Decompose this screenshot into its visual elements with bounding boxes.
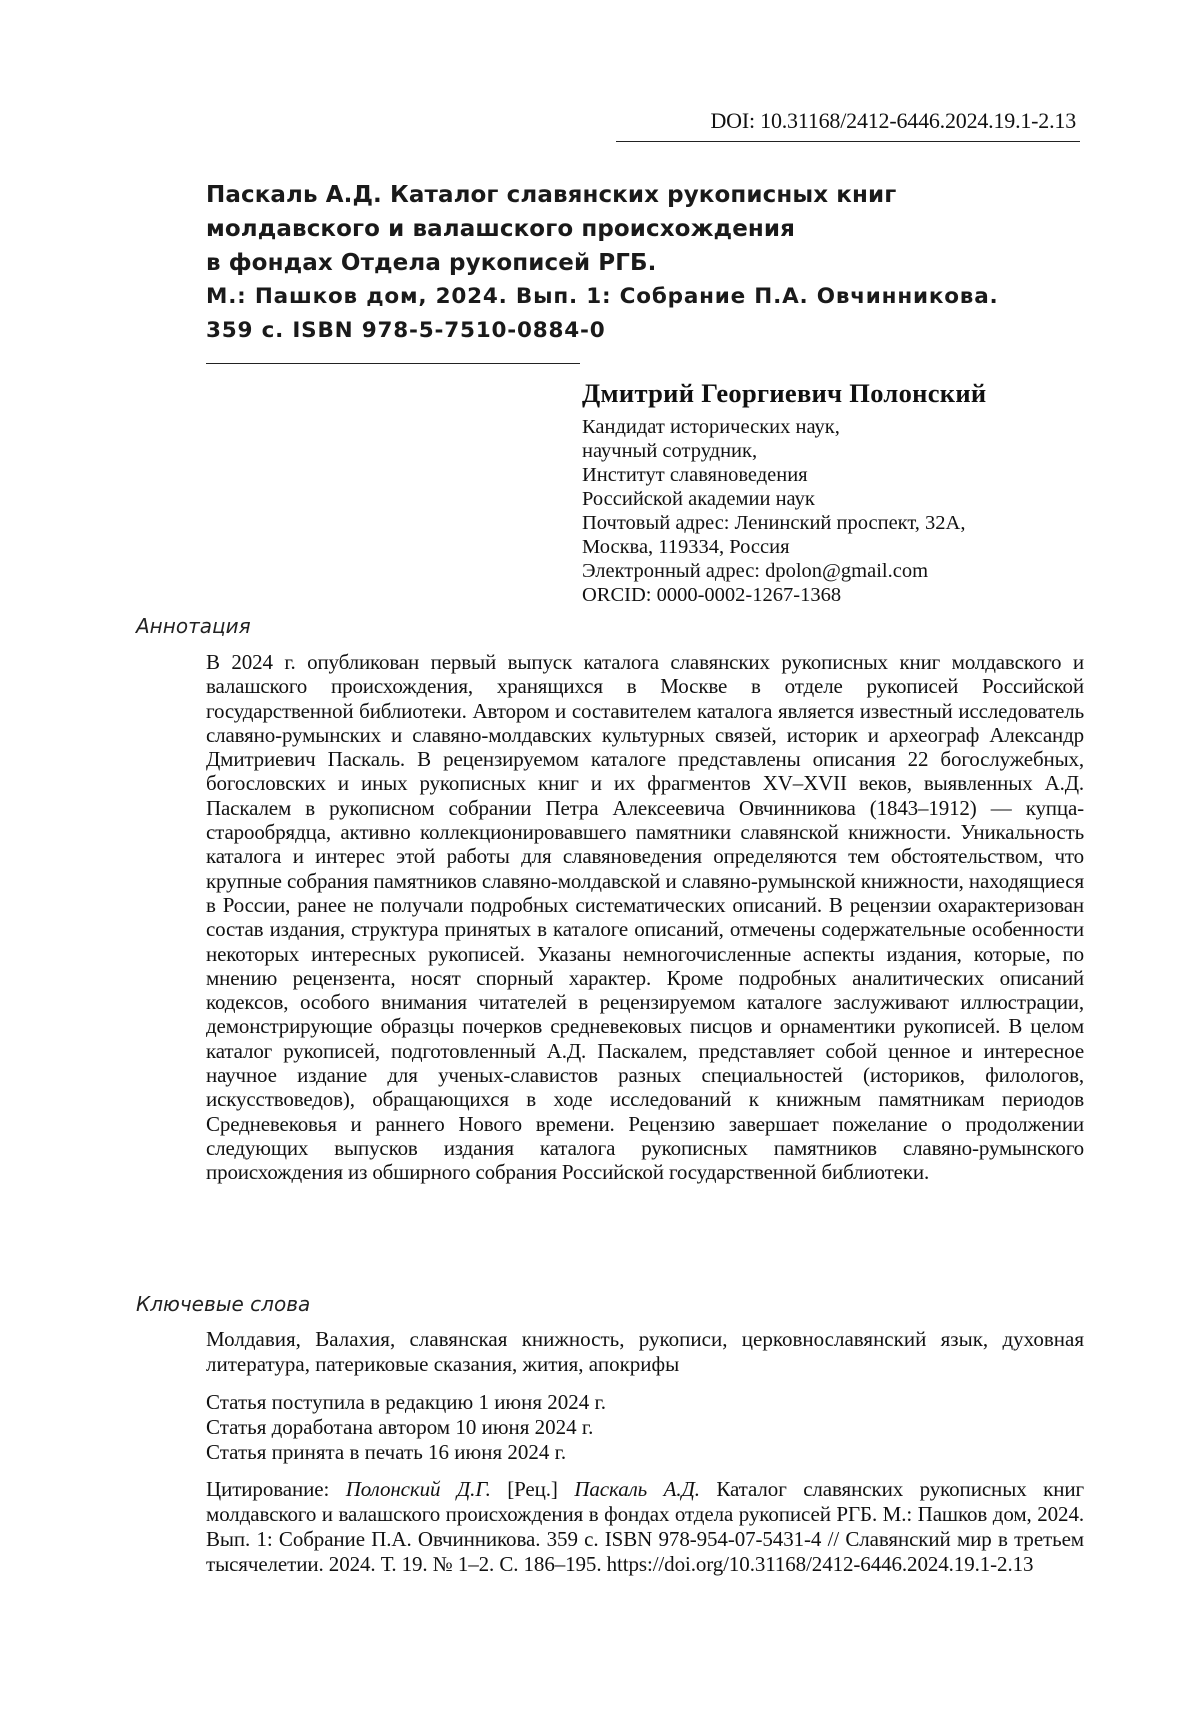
title-line-5: 359 с. ISBN 978-5-7510-0884-0 bbox=[206, 318, 606, 343]
date-revised: Статья доработана автором 10 июня 2024 г. bbox=[206, 1415, 594, 1439]
author-email: Электронный адрес: dpolon@gmail.com bbox=[582, 560, 929, 582]
article-dates bbox=[206, 1390, 1084, 1465]
article-title bbox=[206, 178, 1106, 348]
affiliation-line: научный сотрудник, bbox=[582, 440, 758, 462]
author-affiliation bbox=[582, 415, 1102, 607]
date-accepted: Статья принята в печать 16 июня 2024 г. bbox=[206, 1440, 567, 1464]
title-rule bbox=[206, 363, 580, 364]
citation bbox=[206, 1477, 1084, 1577]
citation-rec: [Рец.] bbox=[490, 1477, 575, 1501]
doi-header: DOI: 10.31168/2412-6446.2024.19.1-2.13 bbox=[710, 108, 1076, 133]
abstract-text: В 2024 г. опубликован первый выпуск каталога славянских рукописных книг молдавского и валашского происхождения, хранящихся в Москве в отделе рукописей Российской государственной библиотеки. Автором и составителем каталога является известный исследователь славяно-румынских и славяно-молдавских культурных связей, историк и археограф Александр Дмитриевич Паскаль. В рецензируемом каталоге представлены описания 22 богослужебных, богословских и иных рукописных книг и их фрагментов XV–XVII веков, выявленных А.Д. Паскалем в рукописном собрании Петра Алексеевича Овчинникова (1843–1912) — купца-старообрядца, активно коллекционировавшего памятники славянской книжности. Уникальность каталога и интерес этой работы для славяноведения определяются тем обстоятельством, что крупные собрания памятников славяно-молдавской и славяно-румынской книжности, находящиеся в России, ранее не получали подробных систематических описаний. В рецензии охарактеризован состав издания, структура принятых в каталоге описаний, отмечены содержательные особенности некоторых интересных рукописей. Указаны немногочисленные аспекты издания, которые, по мнению рецензента, носят спорный характер. Кроме подробных аналитических описаний кодексов, особого внимания читателей в рецензируемом каталоге заслуживают иллюстрации, демонстрирующие образцы почерков средневековых писцов и орнаментики рукописей. В целом каталог рукописей, подготовленный А.Д. Паскалем, представляет собой ценное и интересное научное издание для ученых-славистов разных специальностей (историков, филологов, искусствоведов), обращающихся в ходе исследований к книжным памятникам периодов Средневековья и раннего Нового времени. Рецензию завершает пожелание о продолжении следующих выпусков издания каталога рукописных памятников славяно-румынского происхождения из обширного собрания Российской государственной библиотеки. bbox=[206, 650, 1084, 1185]
affiliation-line: Кандидат исторических наук, bbox=[582, 416, 840, 438]
title-line-1: Паскаль А.Д. Каталог славянских рукописных книг bbox=[206, 182, 897, 208]
abstract-heading: Аннотация bbox=[136, 614, 251, 638]
citation-author: Полонский Д.Г. bbox=[345, 1477, 491, 1501]
affiliation-line: Почтовый адрес: Ленинский проспект, 32А, bbox=[582, 512, 966, 534]
author-orcid: ORCID: 0000-0002-1267-1368 bbox=[582, 584, 842, 606]
doi-rule bbox=[616, 141, 1080, 142]
author-name: Дмитрий Георгиевич Полонский bbox=[582, 378, 987, 408]
date-received: Статья поступила в редакцию 1 июня 2024 г. bbox=[206, 1390, 607, 1414]
affiliation-line: Москва, 119334, Россия bbox=[582, 536, 790, 558]
citation-book-author: Паскаль А.Д. bbox=[574, 1477, 700, 1501]
title-line-3: в фондах Отдела рукописей РГБ. bbox=[206, 250, 657, 276]
citation-label: Цитирование: bbox=[206, 1477, 346, 1501]
title-line-4: М.: Пашков дом, 2024. Вып. 1: Собрание П.А. Овчинникова. bbox=[206, 284, 999, 309]
keywords-heading: Ключевые слова bbox=[136, 1292, 311, 1316]
citation-rest: Каталог славянских рукописных книг молдавского и валашского происхождения в фондах отдела рукописей РГБ. М.: Пашков дом, 2024. Вып. 1: Собрание П.А. Овчинникова. 359 с. ISBN 978-954-07-5431-4 // Славянский мир в третьем тысячелетии. 2024. Т. 19. № 1–2. С. 186–195. https://doi.org/10.31168/2412-6446.2024.19.1-2.13 bbox=[206, 1477, 1084, 1576]
keywords-text: Молдавия, Валахия, славянская книжность, рукописи, церковнославянский язык, духовная литература, патериковые сказания, жития, апокрифы bbox=[206, 1327, 1084, 1376]
affiliation-line: Российской академии наук bbox=[582, 488, 815, 510]
affiliation-line: Институт славяноведения bbox=[582, 464, 808, 486]
title-line-2: молдавского и валашского происхождения bbox=[206, 216, 796, 242]
